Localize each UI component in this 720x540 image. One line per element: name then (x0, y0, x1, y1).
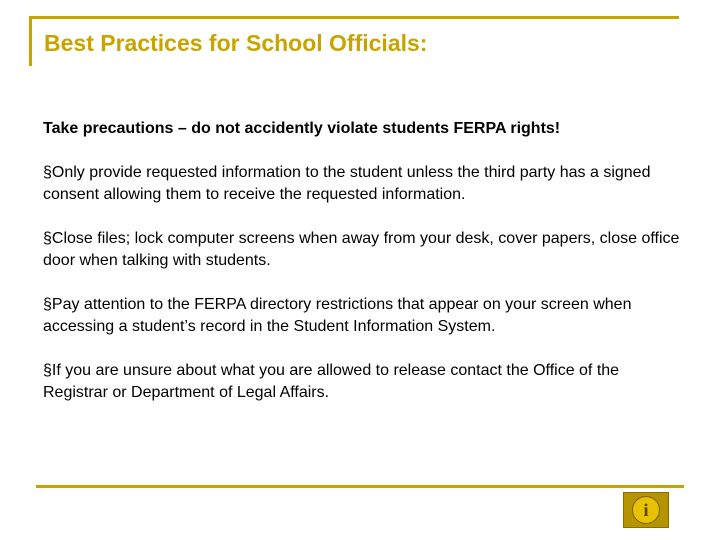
bullet-item: §Close files; lock computer screens when away from your desk, cover papers, close office door when talking with students. (43, 230, 680, 269)
bullet-item: §If you are unsure about what you are allowed to release contact the Office of the Registrar or Department of Legal Affairs. (43, 362, 620, 401)
left-rule (29, 16, 32, 66)
bullet-item: §Pay attention to the FERPA directory restrictions that appear on your screen when accessing a student’s record in the Student Information System. (43, 296, 632, 335)
info-button[interactable] (623, 492, 669, 528)
slide-body (43, 118, 683, 426)
lead-text: Take precautions – do not accidently violate students FERPA rights! (43, 120, 561, 137)
info-icon-glyph: i (643, 500, 649, 520)
top-rule (29, 16, 679, 19)
info-icon (632, 496, 660, 524)
slide-title: Best Practices for School Officials: (44, 30, 428, 56)
bottom-rule (36, 485, 684, 488)
bullet-list (43, 162, 683, 404)
bullet-item: §Only provide requested information to the student unless the third party has a signed consent allowing them to receive the requested information. (43, 164, 651, 203)
